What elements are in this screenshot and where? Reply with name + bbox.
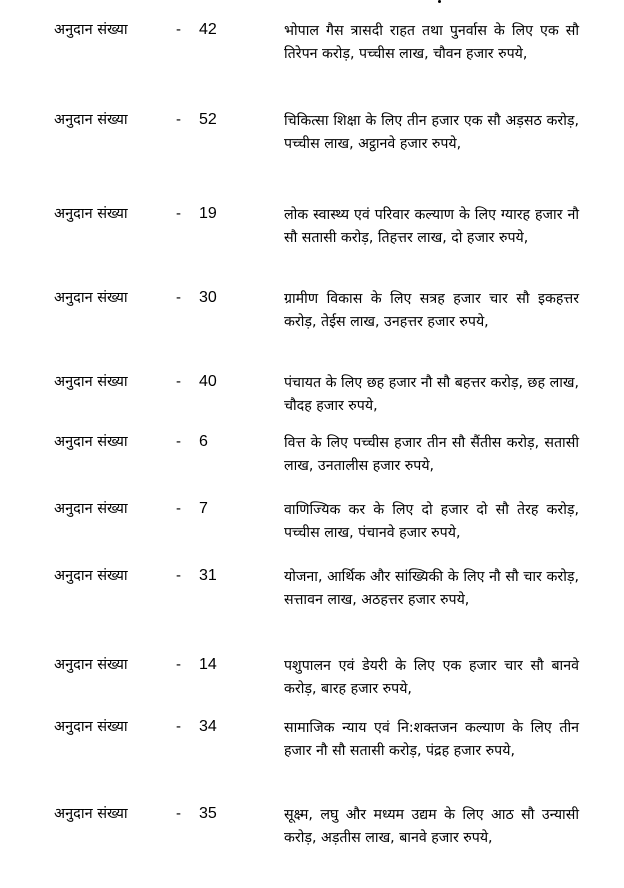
grant-label: अनुदान संख्या xyxy=(54,112,128,128)
grant-dash: - xyxy=(176,567,181,584)
grant-number: 14 xyxy=(199,656,217,673)
grant-dash: - xyxy=(176,205,181,222)
grant-description: भोपाल गैस त्रासदी राहत तथा पुनर्वास के लिए एक सौ तिरेपन करोड़, पच्चीस लाख, चौवन हजार रुपये, xyxy=(284,23,579,62)
grant-dash: - xyxy=(176,373,181,390)
grant-number: 7 xyxy=(199,500,208,517)
grant-dash: - xyxy=(176,111,181,128)
grant-label: अनुदान संख्या xyxy=(54,206,128,222)
grant-dash: - xyxy=(176,500,181,517)
grant-dash: - xyxy=(176,433,181,450)
grant-label: अनुदान संख्या xyxy=(54,657,128,673)
grant-description: पंचायत के लिए छह हजार नौ सौ बहत्तर करोड़, छह लाख, चौदह हजार रुपये, xyxy=(284,375,579,414)
grant-description: लोक स्वास्थ्य एवं परिवार कल्याण के लिए ग्यारह हजार नौ सौ सतासी करोड़, तिहत्तर लाख, दो हजार रुपये, xyxy=(284,207,579,246)
grant-description: ग्रामीण विकास के लिए सत्रह हजार चार सौ इकहत्तर करोड़, तेईस लाख, उनहत्तर हजार रुपये, xyxy=(284,291,579,330)
grant-number: 30 xyxy=(199,289,217,306)
grant-label: अनुदान संख्या xyxy=(54,290,128,306)
grant-description: योजना, आर्थिक और सांख्यिकी के लिए नौ सौ चार करोड़, सत्तावन लाख, अठहत्तर हजार रुपये, xyxy=(284,569,579,608)
grant-label: अनुदान संख्या xyxy=(54,719,128,735)
grant-label: अनुदान संख्या xyxy=(54,374,128,390)
grant-description: वाणिज्यिक कर के लिए दो हजार दो सौ तेरह करोड़, पच्चीस लाख, पंचानवे हजार रुपये, xyxy=(284,502,579,541)
grant-label: अनुदान संख्या xyxy=(54,568,128,584)
grant-label: अनुदान संख्या xyxy=(54,501,128,517)
grant-description: चिकित्सा शिक्षा के लिए तीन हजार एक सौ अड़सठ करोड़, पच्चीस लाख, अट्ठानवे हजार रुपये, xyxy=(284,113,579,152)
grant-number: 19 xyxy=(199,205,217,222)
grant-number: 34 xyxy=(199,718,217,735)
grant-label: अनुदान संख्या xyxy=(54,806,128,822)
grant-dash: - xyxy=(176,289,181,306)
grant-description: सूक्ष्म, लघु और मध्यम उद्यम के लिए आठ सौ उन्यासी करोड़, अड़तीस लाख, बानवे हजार रुपये, xyxy=(284,807,579,846)
grant-dash: - xyxy=(176,656,181,673)
grant-dash: - xyxy=(176,805,181,822)
page-mark-dot xyxy=(438,0,441,3)
grant-label: अनुदान संख्या xyxy=(54,434,128,450)
grant-description: सामाजिक न्याय एवं नि:शक्तजन कल्याण के लिए तीन हजार नौ सौ सतासी करोड़, पंद्रह हजार रुपये, xyxy=(284,720,579,759)
grant-number: 6 xyxy=(199,433,208,450)
grant-description: वित्त के लिए पच्चीस हजार तीन सौ सैंतीस करोड़, सतासी लाख, उनतालीस हजार रुपये, xyxy=(284,435,579,474)
grant-dash: - xyxy=(176,21,181,38)
grant-number: 40 xyxy=(199,373,217,390)
grant-description: पशुपालन एवं डेयरी के लिए एक हजार चार सौ बानवे करोड़, बारह हजार रुपये, xyxy=(284,658,579,697)
grant-number: 31 xyxy=(199,567,217,584)
grant-number: 52 xyxy=(199,111,217,128)
grant-number: 35 xyxy=(199,805,217,822)
grant-number: 42 xyxy=(199,21,217,38)
grant-dash: - xyxy=(176,718,181,735)
grant-label: अनुदान संख्या xyxy=(54,22,128,38)
